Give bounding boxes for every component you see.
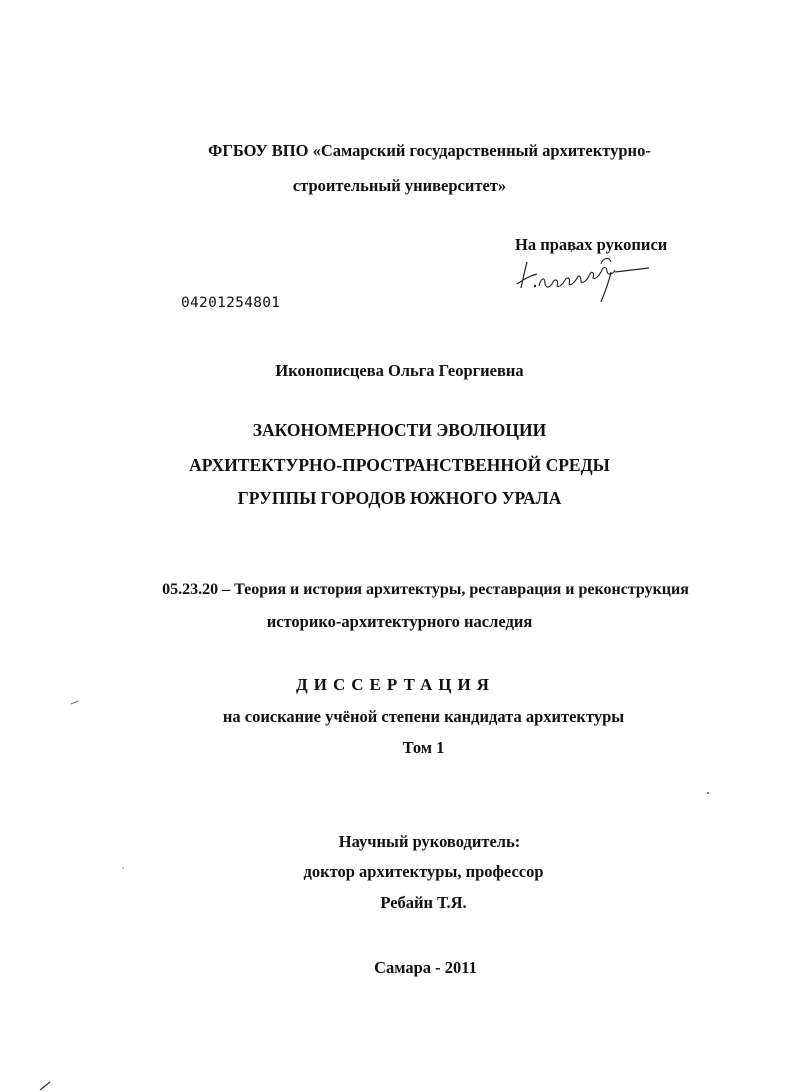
document-type: ДИССЕРТАЦИЯ (296, 675, 495, 694)
title-line-1: ЗАКОНОМЕРНОСТИ ЭВОЛЮЦИИ (252, 420, 547, 440)
specialty-line-2: историко-архитектурного наследия (266, 612, 533, 631)
volume-label: Том 1 (402, 738, 445, 757)
organization-line-1: ФГБОУ ВПО «Самарский государственный архитектурно- (208, 141, 651, 160)
organization-line-2: строительный университет» (292, 176, 507, 195)
degree-statement: на соискание учёной степени кандидата архитектуры (222, 707, 625, 726)
handwritten-signature (515, 240, 655, 312)
registration-code: 04201254801 (181, 295, 281, 311)
author-name: Иконописцева Ольга Георгиевна (275, 361, 524, 380)
supervisor-title: доктор архитектуры, профессор (303, 862, 544, 881)
scan-speck (705, 790, 711, 796)
scan-speck (38, 1078, 54, 1092)
scan-speck (70, 698, 80, 706)
manuscript-note: На правах рукописи (515, 235, 668, 254)
title-line-2: АРХИТЕКТУРНО-ПРОСТРАНСТВЕННОЙ СРЕДЫ (189, 455, 610, 475)
supervisor-label: Научный руководитель: (338, 832, 521, 851)
scan-speck (120, 865, 126, 871)
supervisor-name: Ребайн Т.Я. (380, 893, 467, 912)
title-line-3: ГРУППЫ ГОРОДОВ ЮЖНОГО УРАЛА (237, 488, 562, 508)
specialty-line-1: 05.23.20 – Теория и история архитектуры, реставрация и реконструкция (162, 581, 689, 598)
city-year: Самара - 2011 (374, 958, 477, 977)
